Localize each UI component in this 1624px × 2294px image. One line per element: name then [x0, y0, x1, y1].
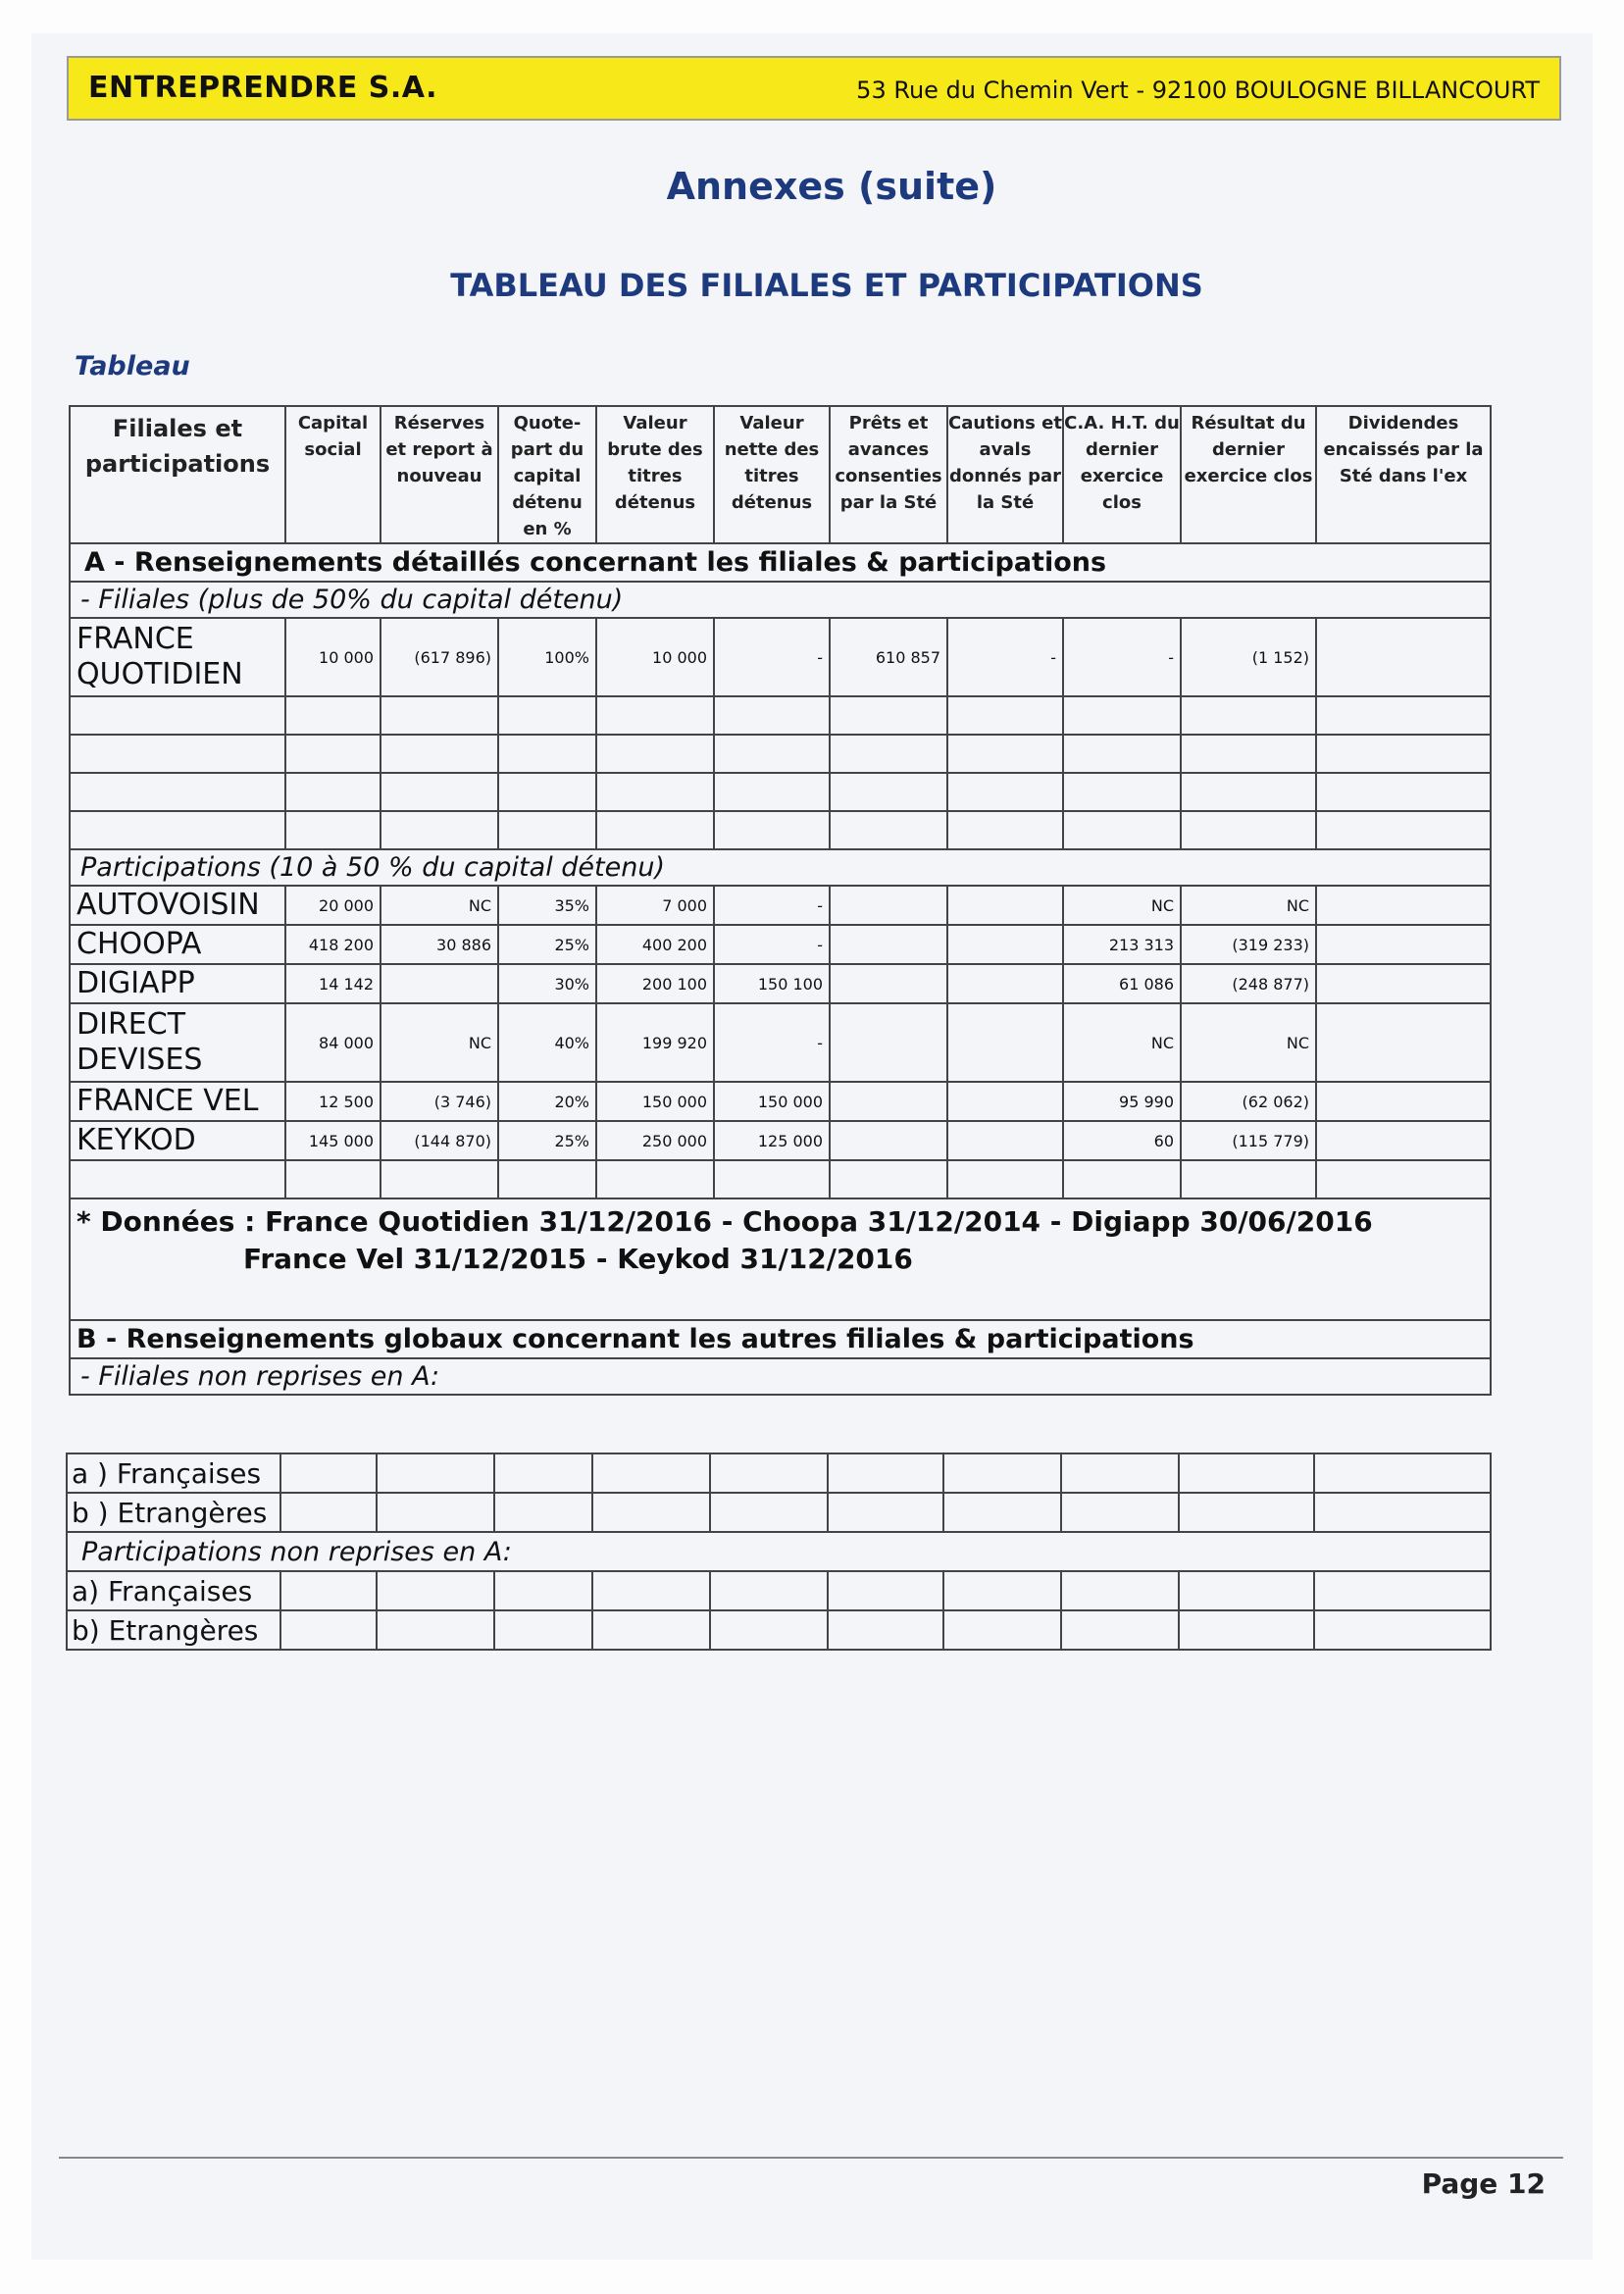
filiales-table: [69, 405, 1492, 1396]
resultat-cell: (62 062): [1181, 1082, 1316, 1121]
empty-row: [70, 696, 1491, 735]
tableau-label: Tableau: [75, 351, 190, 382]
capital-cell: 418 200: [285, 925, 381, 964]
valeur-brute-cell: 250 000: [596, 1121, 714, 1160]
resultat-cell: (1 152): [1181, 618, 1316, 696]
dividendes-cell: [1316, 886, 1491, 925]
capital-cell: 145 000: [285, 1121, 381, 1160]
empty-row: [70, 811, 1491, 849]
capital-cell: 14 142: [285, 964, 381, 1003]
cautions-cell: [947, 964, 1063, 1003]
table-row: [67, 1571, 1491, 1610]
valeur-brute-cell: 10 000: [596, 618, 714, 696]
cautions-cell: [947, 1082, 1063, 1121]
filiales-subheading: - Filiales (plus de 50% du capital détenu): [70, 582, 1491, 618]
capital-cell: 12 500: [285, 1082, 381, 1121]
valeur-nette-cell: 150 000: [714, 1082, 830, 1121]
company-name: ENTREPRENDRE S.A.: [88, 71, 437, 105]
dividendes-cell: [1316, 1121, 1491, 1160]
ca-cell: 95 990: [1063, 1082, 1181, 1121]
company-address: 53 Rue du Chemin Vert - 92100 BOULOGNE BILLANCOURT: [856, 76, 1540, 104]
valeur-nette-cell: -: [714, 886, 830, 925]
capital-cell: 84 000: [285, 1003, 381, 1082]
resultat-cell: (319 233): [1181, 925, 1316, 964]
table-row: [67, 1610, 1491, 1650]
valeur-nette-cell: -: [714, 618, 830, 696]
resultat-cell: NC: [1181, 886, 1316, 925]
quote-part-cell: 35%: [498, 886, 596, 925]
footnote-line: France Vel 31/12/2015 - Keykod 31/12/2016: [243, 1243, 913, 1275]
reserves-cell: NC: [381, 1003, 498, 1082]
column-header: Quote-part du capital détenu en %: [498, 406, 596, 543]
prets-cell: 610 857: [830, 618, 947, 696]
row-label: b) Etrangères: [67, 1610, 280, 1650]
reserves-cell: [381, 964, 498, 1003]
prets-cell: [830, 1082, 947, 1121]
participations-subheading: Participations (10 à 50 % du capital détenu): [70, 849, 1491, 886]
valeur-nette-cell: 150 100: [714, 964, 830, 1003]
page-number: Page 12: [1421, 2167, 1546, 2200]
table-row: [70, 886, 1491, 925]
cautions-cell: -: [947, 618, 1063, 696]
quote-part-cell: 40%: [498, 1003, 596, 1082]
header-bar: [67, 56, 1561, 121]
reserves-cell: NC: [381, 886, 498, 925]
quote-part-cell: 25%: [498, 925, 596, 964]
prets-cell: [830, 964, 947, 1003]
cautions-cell: [947, 1121, 1063, 1160]
valeur-nette-cell: 125 000: [714, 1121, 830, 1160]
reserves-cell: (144 870): [381, 1121, 498, 1160]
empty-row: [70, 735, 1491, 773]
footer-divider: [59, 2157, 1563, 2159]
company-cell: DIRECT DEVISES: [70, 1003, 285, 1082]
quote-part-cell: 25%: [498, 1121, 596, 1160]
filiales-non-reprises: - Filiales non reprises en A:: [70, 1358, 1491, 1395]
column-header: Prêts et avances consenties par la Sté: [830, 406, 947, 543]
table-header-row: [70, 406, 1491, 543]
capital-cell: 10 000: [285, 618, 381, 696]
ca-cell: 60: [1063, 1121, 1181, 1160]
prets-cell: [830, 1121, 947, 1160]
quote-part-cell: 20%: [498, 1082, 596, 1121]
autres-filiales-table: [66, 1453, 1492, 1651]
ca-cell: 61 086: [1063, 964, 1181, 1003]
reserves-cell: (617 896): [381, 618, 498, 696]
page-title: Annexes (suite): [666, 165, 997, 208]
ca-cell: NC: [1063, 1003, 1181, 1082]
table-row: [70, 925, 1491, 964]
valeur-brute-cell: 199 920: [596, 1003, 714, 1082]
ca-cell: 213 313: [1063, 925, 1181, 964]
table-row: [70, 1121, 1491, 1160]
footnote: [70, 1198, 1491, 1320]
table-row: [67, 1453, 1491, 1493]
row-label: a) Françaises: [67, 1571, 280, 1610]
column-header: Résultat du dernier exercice clos: [1181, 406, 1316, 543]
empty-row: [70, 773, 1491, 811]
column-header: Valeur brute des titres détenus: [596, 406, 714, 543]
table-row: [70, 1003, 1491, 1082]
company-cell: AUTOVOISIN: [70, 886, 285, 925]
page-subtitle: TABLEAU DES FILIALES ET PARTICIPATIONS: [450, 267, 1203, 304]
table-row: [70, 618, 1491, 696]
prets-cell: [830, 925, 947, 964]
cautions-cell: [947, 925, 1063, 964]
dividendes-cell: [1316, 925, 1491, 964]
resultat-cell: (248 877): [1181, 964, 1316, 1003]
dividendes-cell: [1316, 1003, 1491, 1082]
table-row: [70, 964, 1491, 1003]
section-a-heading: A - Renseignements détaillés concernant les filiales & participations: [70, 543, 1491, 582]
quote-part-cell: 100%: [498, 618, 596, 696]
column-header: Réserves et report à nouveau: [381, 406, 498, 543]
dividendes-cell: [1316, 618, 1491, 696]
valeur-brute-cell: 400 200: [596, 925, 714, 964]
reserves-cell: (3 746): [381, 1082, 498, 1121]
column-header: Cautions et avals donnés par la Sté: [947, 406, 1063, 543]
cautions-cell: [947, 1003, 1063, 1082]
column-header: Dividendes encaissés par la Sté dans l'ex: [1316, 406, 1491, 543]
company-cell: CHOOPA: [70, 925, 285, 964]
capital-cell: 20 000: [285, 886, 381, 925]
valeur-nette-cell: -: [714, 925, 830, 964]
resultat-cell: (115 779): [1181, 1121, 1316, 1160]
prets-cell: [830, 1003, 947, 1082]
dividendes-cell: [1316, 1082, 1491, 1121]
table-row: [67, 1493, 1491, 1532]
reserves-cell: 30 886: [381, 925, 498, 964]
column-header: Filiales et participations: [70, 406, 285, 543]
row-label: a ) Françaises: [67, 1453, 280, 1493]
company-cell: KEYKOD: [70, 1121, 285, 1160]
ca-cell: NC: [1063, 886, 1181, 925]
valeur-brute-cell: 7 000: [596, 886, 714, 925]
footnote-line: * Données : France Quotidien 31/12/2016 - Choopa 31/12/2014 - Digiapp 30/06/2016: [76, 1205, 1373, 1238]
participations-non-reprises: Participations non reprises en A:: [67, 1532, 1491, 1571]
empty-row: [70, 1160, 1491, 1198]
company-cell: DIGIAPP: [70, 964, 285, 1003]
cautions-cell: [947, 886, 1063, 925]
valeur-brute-cell: 150 000: [596, 1082, 714, 1121]
row-label: b ) Etrangères: [67, 1493, 280, 1532]
quote-part-cell: 30%: [498, 964, 596, 1003]
dividendes-cell: [1316, 964, 1491, 1003]
prets-cell: [830, 886, 947, 925]
section-b-heading: B - Renseignements globaux concernant les autres filiales & participations: [70, 1320, 1491, 1358]
column-header: Capital social: [285, 406, 381, 543]
valeur-nette-cell: -: [714, 1003, 830, 1082]
resultat-cell: NC: [1181, 1003, 1316, 1082]
company-cell: FRANCE QUOTIDIEN: [70, 618, 285, 696]
company-cell: FRANCE VEL: [70, 1082, 285, 1121]
table-row: [70, 1082, 1491, 1121]
column-header: C.A. H.T. du dernier exercice clos: [1063, 406, 1181, 543]
column-header: Valeur nette des titres détenus: [714, 406, 830, 543]
valeur-brute-cell: 200 100: [596, 964, 714, 1003]
ca-cell: -: [1063, 618, 1181, 696]
